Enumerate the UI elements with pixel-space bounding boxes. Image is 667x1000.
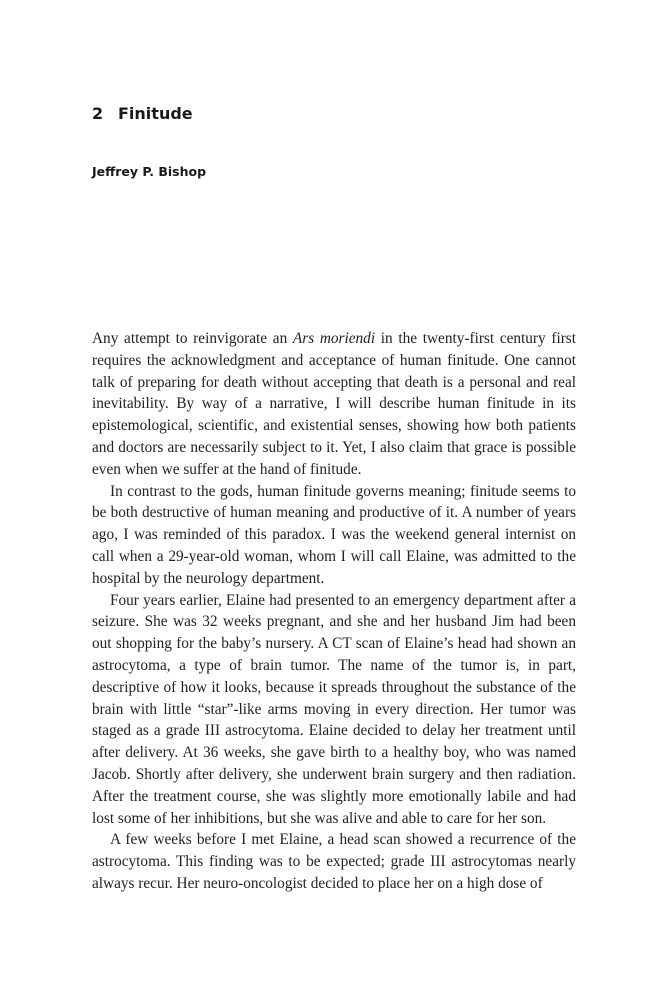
author-name: Jeffrey P. Bishop bbox=[92, 164, 207, 179]
chapter-title: Finitude bbox=[118, 104, 193, 123]
paragraph bbox=[92, 328, 576, 481]
paragraph-text: in the twenty-first century first requires the acknowledgment and acceptance of human finitude. One cannot talk of preparing for death without accepting that death is a personal and real inevitability. By way of a narrative, I will describe human finitude in its epistemological, scientific, and existential senses, showing how both patients and doctors are necessarily subject to it. Yet, I also claim that grace is possible even when we suffer at the hand of finitude. bbox=[92, 330, 577, 478]
chapter-heading bbox=[92, 104, 193, 123]
italic-term: Ars moriendi bbox=[292, 330, 376, 347]
paragraph-text: Any attempt to reinvigorate an bbox=[92, 330, 293, 347]
paragraph: A few weeks before I met Elaine, a head scan showed a recurrence of the astrocytoma. This finding was to be expected; grade III astrocytomas nearly always recur. Her neuro-oncologist decided to place her on a high dose of bbox=[92, 831, 576, 892]
paragraph: In contrast to the gods, human finitude governs meaning; finitude seems to be both destructive of human meaning and productive of it. A number of years ago, I was reminded of this paradox. I was the weekend general internist on call when a 29-year-old woman, whom I will call Elaine, was admitted to the hospital by the neurology department. bbox=[92, 482, 576, 587]
chapter-body bbox=[92, 328, 576, 895]
chapter-number: 2 bbox=[92, 104, 104, 123]
paragraph: Four years earlier, Elaine had presented to an emergency department after a seizure. She was 32 weeks pregnant, and she and her husband Jim had been out shopping for the baby’s nursery. A CT scan of Elaine’s head had shown an astrocytoma, a type of brain tumor. The name of the tumor is, in part, descriptive of how it looks, because it spreads throughout the substance of the brain with little “star”-like arms moving in every direction. Her tumor was staged as a grade III astrocytoma. Elaine decided to delay her treatment until after delivery. At 36 weeks, she gave birth to a healthy boy, who was named Jacob. Shortly after delivery, she underwent brain surgery and then radiation. After the treatment course, she was slightly more emotionally labile and had lost some of her inhibitions, but she was alive and able to care for her son. bbox=[92, 591, 576, 827]
